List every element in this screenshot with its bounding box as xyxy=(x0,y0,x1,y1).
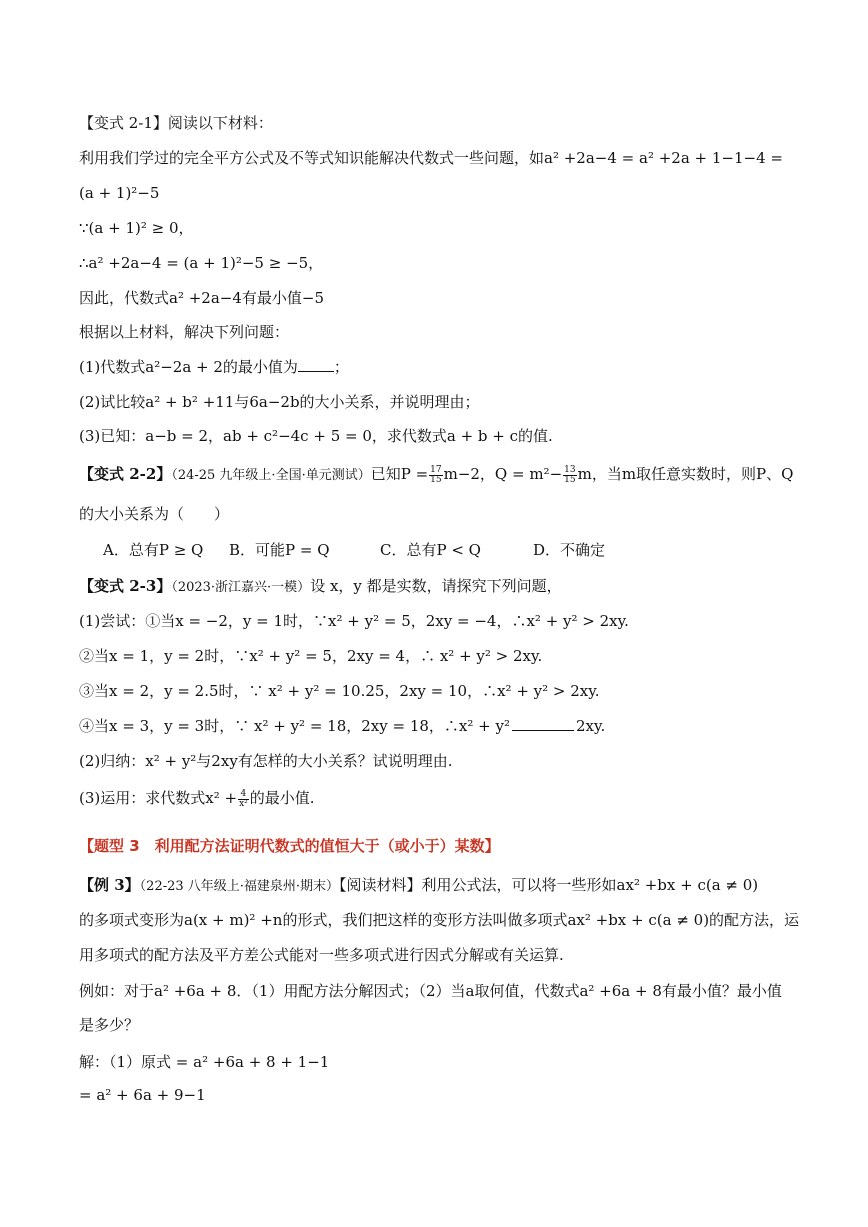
example-3-line-3: 用多项式的配方法及平方差公式能对一些多项式进行因式分解或有关运算. xyxy=(79,946,564,964)
variant-2-1-title: 【变式 2-1】阅读以下材料： xyxy=(79,114,273,132)
induce-line: (2)归纳：x² + y²与2xy有怎样的大小关系？试说明理由. xyxy=(79,752,453,770)
question-1-end: ； xyxy=(333,358,349,376)
solution-line-1: 解：（1）原式 = a² +6a + 8 + 1−1 xyxy=(79,1053,330,1071)
example-3-tag: 【例 3】 xyxy=(79,876,140,894)
question-intro: 根据以上材料，解决下列问题： xyxy=(79,323,290,341)
material-line-3: ∵(a + 1)² ≥ 0， xyxy=(79,219,194,237)
fraction-denominator: 15 xyxy=(430,474,442,485)
answer-blank[interactable] xyxy=(512,716,574,731)
variant-2-2-line-1 xyxy=(79,464,793,486)
variant-2-2-source: （24-25 九年级上·全国·单元测试） xyxy=(171,468,371,483)
apply-line-text: (3)运用：求代数式x² + xyxy=(79,789,238,807)
example-3-line-2: 的多项式变形为a(x + m)² +n的形式，我们把这样的变形方法叫做多项式ax² +bx + c(a ≠ 0)的配方法，运 xyxy=(79,911,800,929)
variant-2-3-source: （2023·浙江嘉兴·一模） xyxy=(171,580,311,595)
try-line-4-end: 2xy. xyxy=(576,717,606,735)
material-line-2: (a + 1)²−5 xyxy=(79,184,160,202)
material-line-1: 利用我们学过的完全平方公式及不等式知识能解决代数式一些问题，如a² +2a−4 = a² +2a + 1−1−4 = xyxy=(79,149,783,167)
variant-2-3-tag: 【变式 2-3】 xyxy=(79,577,172,595)
option-a[interactable]: A．总有P ≥ Q xyxy=(103,541,204,559)
try-line-4-text: ④当x = 3，y = 3时，∵ x² + y² = 18，2xy = 18，∴x² + y² xyxy=(79,717,510,735)
try-line-3: ③当x = 2，y = 2.5时，∵ x² + y² = 10.25，2xy = 10，∴x² + y² > 2xy. xyxy=(79,682,600,700)
fraction-numerator: 4 xyxy=(238,790,249,800)
example-3-line-1 xyxy=(79,875,758,897)
fraction-17-15 xyxy=(429,466,442,485)
question-1 xyxy=(79,357,349,377)
fraction-numerator: 17 xyxy=(430,464,442,475)
try-line-1: (1)尝试：①当x = −2，y = 1时，∵x² + y² = 5，2xy = −4，∴x² + y² > 2xy. xyxy=(79,612,629,630)
variant-2-2-text-c: m，当m取任意实数时，则P、Q xyxy=(577,465,794,483)
fraction-numerator: 13 xyxy=(564,464,576,475)
variant-2-2-text-a: 已知P = xyxy=(370,465,429,483)
option-c[interactable]: C．总有P < Q xyxy=(380,541,481,559)
question-2: (2)试比较a² + b² +11与6a−2b的大小关系，并说明理由； xyxy=(79,393,480,411)
fraction-denominator: x² xyxy=(239,798,248,809)
example-3-line-4: 例如：对于a² +6a + 8．（1）用配方法分解因式；（2）当a取何值，代数式a² +6a + 8有最小值？最小值 xyxy=(79,982,782,1000)
fraction-4-x2 xyxy=(238,790,249,809)
question-3: (3)已知：a−b = 2，ab + c²−4c + 5 = 0，求代数式a + b + c的值. xyxy=(79,427,553,445)
try-line-2: ②当x = 1，y = 2时，∵x² + y² = 5，2xy = 4，∴ x² + y² > 2xy. xyxy=(79,647,543,665)
apply-line xyxy=(79,788,315,809)
variant-2-2-text-b: m−2，Q = m²− xyxy=(443,465,563,483)
variant-2-2-line-2: 的大小关系为（ ） xyxy=(79,505,230,523)
example-3-source: （22-23 八年级上·福建泉州·期末） xyxy=(139,879,340,894)
fraction-13-15 xyxy=(563,466,576,485)
question-1-text: (1)代数式a²−2a + 2的最小值为 xyxy=(79,358,298,376)
variant-2-3-intro: 设 x，y 都是实数，请探究下列问题， xyxy=(310,577,562,595)
variant-2-3-title xyxy=(79,576,562,598)
apply-line-end: 的最小值. xyxy=(249,789,315,807)
solution-line-2: = a² + 6a + 9−1 xyxy=(79,1086,206,1104)
material-line-5: 因此，代数式a² +2a−4有最小值−5 xyxy=(79,289,325,307)
option-b[interactable]: B．可能P = Q xyxy=(229,541,330,559)
material-line-4: ∴a² +2a−4 = (a + 1)²−5 ≥ −5， xyxy=(79,254,324,272)
section-heading: 【题型 3 利用配方法证明代数式的值恒大于（或小于）某数】 xyxy=(79,837,500,855)
variant-2-2-tag: 【变式 2-2】 xyxy=(79,465,172,483)
try-line-4 xyxy=(79,716,605,736)
example-3-text: 【阅读材料】利用公式法，可以将一些形如ax² +bx + c(a ≠ 0) xyxy=(339,876,759,894)
option-d[interactable]: D．不确定 xyxy=(533,541,606,559)
fraction-denominator: 15 xyxy=(564,474,576,485)
answer-blank[interactable] xyxy=(298,357,334,372)
example-3-line-5: 是多少？ xyxy=(79,1016,140,1034)
